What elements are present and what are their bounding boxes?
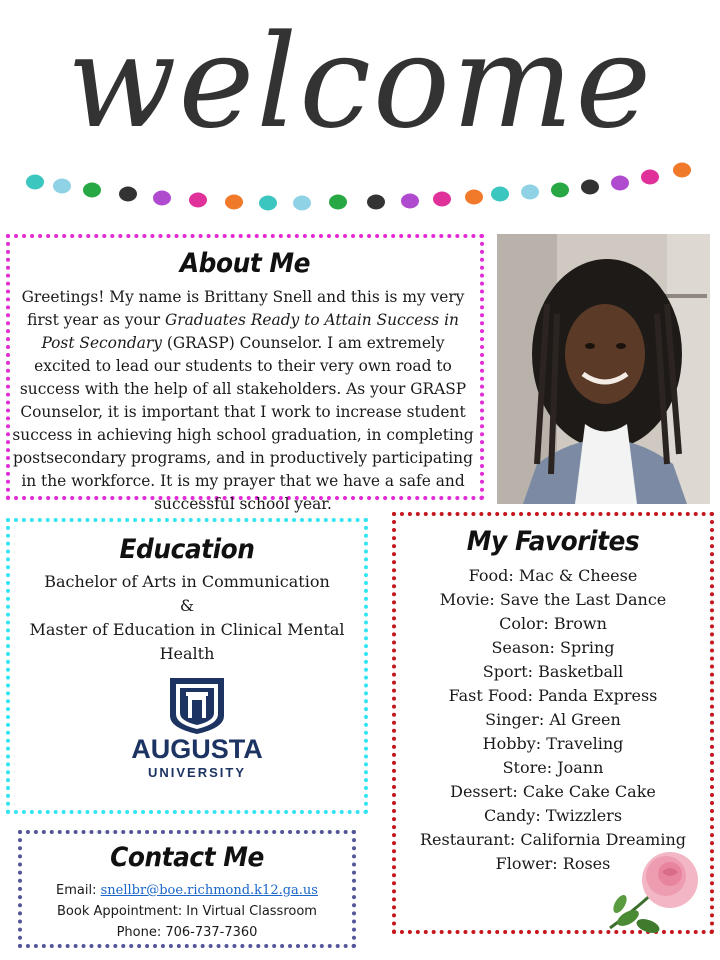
- pom-pom: [329, 195, 347, 210]
- pom-pom: [293, 196, 311, 211]
- pom-pom: [26, 175, 44, 190]
- pom-pom: [259, 196, 277, 211]
- favorites-heading: My Favorites: [466, 526, 640, 557]
- rose-icon: [600, 846, 706, 936]
- degree-master: Master of Education in Clinical Mental Health: [29, 620, 345, 663]
- favorite-item: Restaurant: California Dreaming: [420, 830, 686, 849]
- favorite-item: Flower: Roses: [495, 854, 611, 873]
- pom-pom-garland: [0, 150, 720, 230]
- contact-details: [22, 880, 352, 943]
- about-text-intro: Greetings! My name is Brittany Snell and this is my very first year as your: [21, 288, 465, 329]
- pom-pom: [53, 179, 71, 194]
- pom-pom: [189, 193, 207, 208]
- email-link[interactable]: snellbr@boe.richmond.k12.ga.us: [100, 883, 318, 898]
- pom-pom: [153, 191, 171, 206]
- contact-appointment: Book Appointment: In Virtual Classroom: [57, 904, 317, 919]
- degree-bachelor: Bachelor of Arts in Communication: [44, 572, 330, 591]
- augusta-university-logo: [112, 674, 282, 784]
- favorite-item: Movie: Save the Last Dance: [439, 590, 667, 609]
- favorites-list: [400, 564, 706, 876]
- email-label: Email:: [56, 883, 101, 898]
- pom-pom: [465, 190, 483, 205]
- pom-pom: [401, 194, 419, 209]
- pom-pom: [83, 183, 101, 198]
- favorite-item: Dessert: Cake Cake Cake: [450, 782, 656, 801]
- about-me-text: [12, 286, 474, 516]
- favorite-item: Store: Joann: [502, 758, 604, 777]
- welcome-banner: [60, 6, 660, 166]
- about-text-program: Graduates Ready to Attain Success in Post Secondary: [41, 311, 459, 352]
- contact-email-row: [22, 880, 352, 901]
- favorite-item: Singer: Al Green: [485, 710, 621, 729]
- degree-ampersand: &: [179, 596, 195, 615]
- profile-photo: [497, 234, 710, 504]
- pom-pom: [433, 192, 451, 207]
- pom-pom: [551, 183, 569, 198]
- about-text-rest: (GRASP) Counselor. I am extremely excited to lead our students to their very own road to success with the help of all stakeholders. As your GRASP Counselor, it is important that I work to increase student success in achieving high school graduation, in completing postsecondary programs, and in productively participating in the workforce. It is my prayer that we have a safe and successful school year.: [12, 334, 474, 513]
- pom-pom: [225, 195, 243, 210]
- favorite-item: Fast Food: Panda Express: [448, 686, 658, 705]
- favorite-item: Food: Mac & Cheese: [468, 566, 638, 585]
- pom-pom: [367, 195, 385, 210]
- favorite-item: Hobby: Traveling: [482, 734, 624, 753]
- pom-pom: [119, 187, 137, 202]
- favorite-item: Season: Spring: [491, 638, 615, 657]
- pom-pom: [673, 163, 691, 178]
- contact-heading: Contact Me: [110, 842, 264, 873]
- pom-pom: [611, 176, 629, 191]
- education-heading: Education: [119, 534, 255, 565]
- pom-pom: [581, 180, 599, 195]
- pom-pom: [641, 170, 659, 185]
- logo-university: UNIVERSITY: [147, 765, 247, 780]
- education-details: [16, 570, 358, 666]
- pom-pom: [491, 187, 509, 202]
- pom-pom: [521, 185, 539, 200]
- favorite-item: Color: Brown: [499, 614, 607, 633]
- about-me-heading: About Me: [179, 248, 311, 279]
- contact-phone: Phone: 706-737-7360: [116, 925, 258, 940]
- favorite-item: Candy: Twizzlers: [483, 806, 623, 825]
- logo-augusta: AUGUSTA: [131, 734, 263, 764]
- welcome-title: welcome: [66, 8, 654, 157]
- favorite-item: Sport: Basketball: [482, 662, 624, 681]
